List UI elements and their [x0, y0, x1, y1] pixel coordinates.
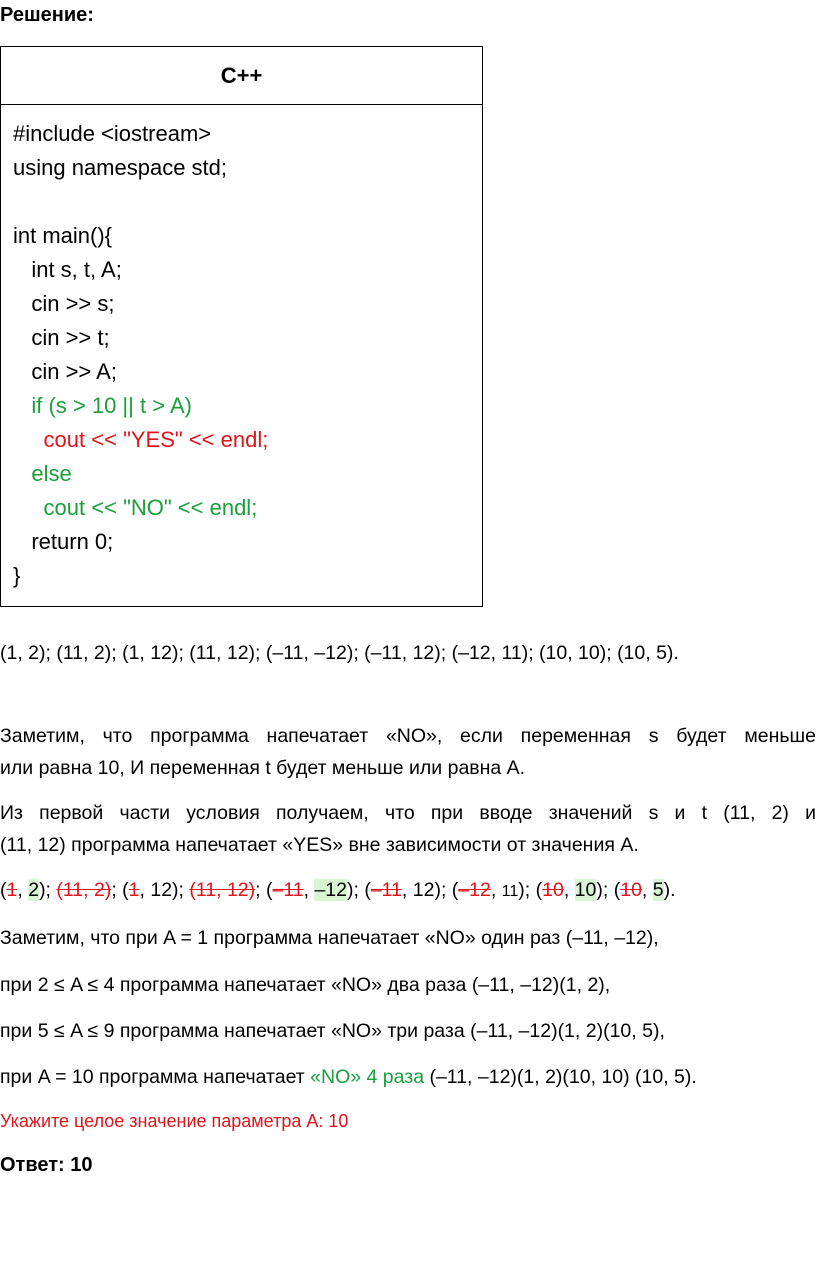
- code-line: cin >> s;: [13, 291, 115, 316]
- pair-text: ,: [17, 879, 29, 901]
- pair-text: );: [596, 879, 614, 901]
- case-a10-prefix: при A = 10 программа напечатает: [0, 1066, 311, 1088]
- code-line: int main(){: [13, 223, 113, 248]
- note2-line1: Из первой части условия получаем, что при вводе значений s и t (11, 2) и: [0, 802, 816, 824]
- highlighted-value: –12: [314, 879, 347, 901]
- code-line-no: cout << "NO" << endl;: [13, 495, 258, 520]
- code-line: return 0;: [13, 529, 114, 554]
- code-table: [0, 46, 483, 607]
- pair-text: (: [0, 879, 7, 901]
- pair-text: (: [266, 879, 273, 901]
- answer-text: Ответ: 10: [0, 1154, 93, 1176]
- case-a10-highlight: «NO» 4 раза: [310, 1066, 425, 1088]
- pair-text: , 12);: [139, 879, 190, 901]
- highlighted-value: 2: [28, 879, 40, 901]
- highlighted-value: 5: [652, 879, 664, 901]
- code-line: int s, t, A;: [13, 257, 122, 282]
- code-line: using namespace std;: [13, 155, 228, 180]
- case-a10: [0, 1061, 697, 1093]
- struck-value: –11: [272, 879, 304, 901]
- struck-value: 10: [620, 879, 642, 901]
- note1-line2: или равна 10, И переменная t будет меньше или равна A.: [0, 757, 526, 779]
- input-pairs: (1, 2); (11, 2); (1, 12); (11, 12); (–11, –12); (–11, 12); (–12, 11); (10, 10); (10, 5).: [0, 642, 679, 664]
- pair-text: ;: [255, 879, 266, 901]
- struck-value: 10: [542, 879, 564, 901]
- pair-text: (: [535, 879, 543, 901]
- instruction-text: Укажите целое значение параметра A: 10: [0, 1111, 349, 1131]
- case-a1: Заметим, что при A = 1 программа напечатает «NO» один раз (–11, –12),: [0, 927, 659, 949]
- pair-text: , 12);: [401, 879, 452, 901]
- code-line: cin >> A;: [13, 359, 117, 384]
- pair-text: ).: [663, 879, 676, 901]
- code-line-if: if (s > 10 || t > A): [13, 393, 192, 418]
- pair-text: ;: [111, 879, 123, 901]
- case-a10-suffix: (–11, –12)(1, 2)(10, 10) (10, 5).: [424, 1066, 697, 1088]
- pair-text: (: [451, 879, 459, 901]
- pair-text: ,: [490, 879, 502, 901]
- note1-line1: Заметим, что программа напечатает «NO», если переменная s будет меньше: [0, 725, 816, 747]
- pair-text: );: [39, 879, 57, 901]
- struck-value: 1: [128, 879, 140, 901]
- struck-pair: (11, 2): [56, 879, 112, 901]
- marked-pairs: [0, 874, 676, 908]
- struck-value: –12: [458, 879, 491, 901]
- pair-text: (: [613, 879, 621, 901]
- struck-pair: (11, 12): [189, 879, 256, 901]
- struck-value: 1: [6, 879, 18, 901]
- pair-text: ,: [563, 879, 575, 901]
- code-language-header: C++: [1, 47, 482, 105]
- note2-line2: (11, 12) программа напечатает «YES» вне зависимости от значения A.: [0, 834, 639, 856]
- pair-value: 11: [501, 883, 519, 900]
- case-a2-4: при 2 ≤ A ≤ 4 программа напечатает «NO» два раза (–11, –12)(1, 2),: [0, 974, 611, 996]
- highlighted-value: 10: [574, 879, 597, 901]
- code-line: }: [13, 563, 21, 588]
- pair-text: );: [346, 879, 365, 901]
- code-line-else: else: [13, 461, 72, 486]
- solution-heading: Решение:: [0, 4, 94, 26]
- pair-text: );: [518, 879, 536, 901]
- pair-text: ,: [641, 879, 653, 901]
- struck-value: –11: [370, 879, 402, 901]
- code-line-yes: cout << "YES" << endl;: [13, 427, 269, 452]
- pair-text: (: [364, 879, 371, 901]
- code-line: #include <iostream>: [13, 121, 212, 146]
- pair-text: (: [122, 879, 129, 901]
- code-line: cin >> t;: [13, 325, 110, 350]
- case-a5-9: при 5 ≤ A ≤ 9 программа напечатает «NO» три раза (–11, –12)(1, 2)(10, 5),: [0, 1020, 665, 1042]
- pair-text: ,: [303, 879, 315, 901]
